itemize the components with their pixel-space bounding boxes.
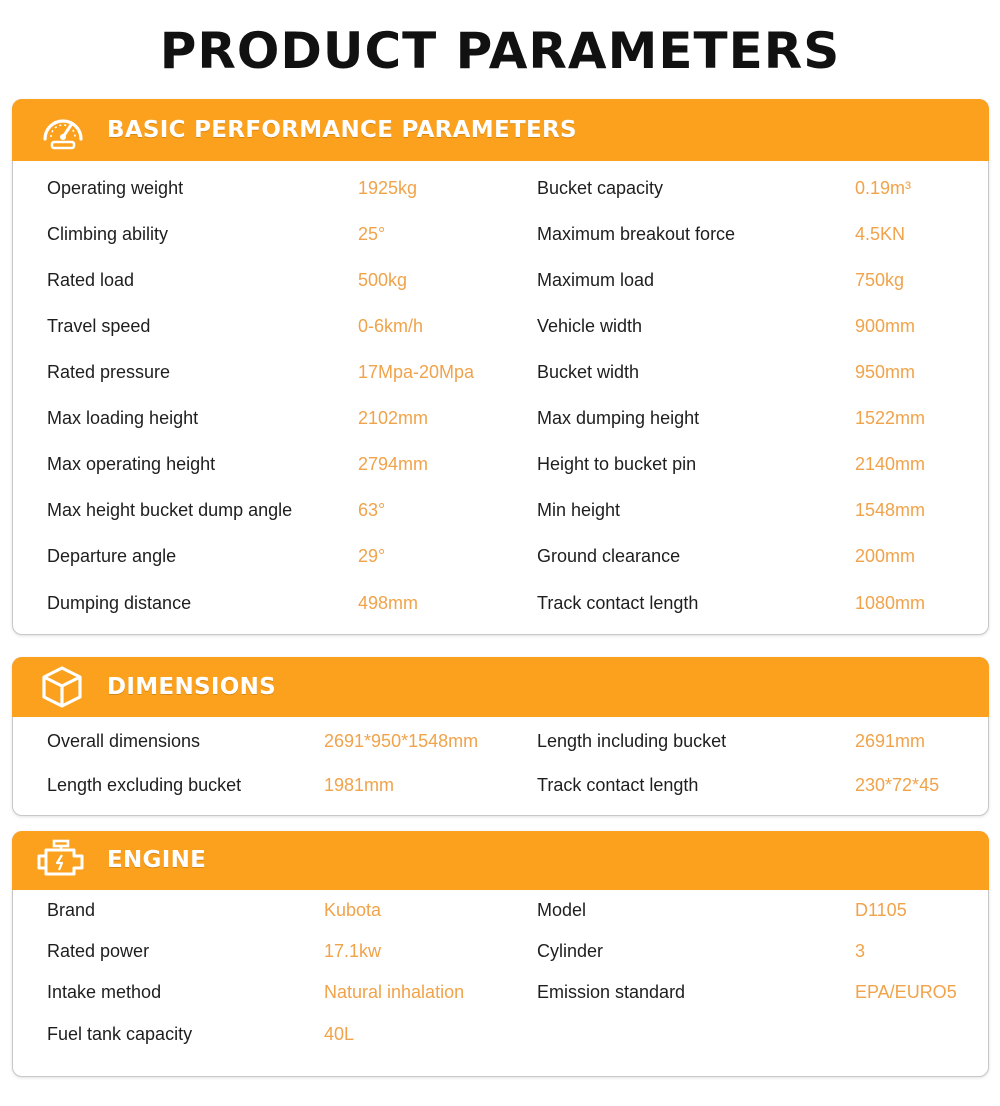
param-value-right: 200mm <box>855 546 916 566</box>
param-value-right: 230*72*45 <box>855 775 940 795</box>
engine-card <box>12 831 989 1077</box>
param-name-right: Ground clearance <box>537 546 681 566</box>
param-value-left: 25° <box>358 224 386 244</box>
param-value-left: Kubota <box>324 900 382 920</box>
param-name-right: Track contact length <box>537 593 699 613</box>
basic-performance-header <box>12 99 989 161</box>
param-name-left: Departure angle <box>47 546 177 566</box>
param-value-left: 17.1kw <box>324 941 382 961</box>
param-name-left: Rated power <box>47 941 150 961</box>
param-value-right: 750kg <box>855 270 905 290</box>
param-name-right: Max dumping height <box>537 408 700 428</box>
param-value-left: Natural inhalation <box>324 982 465 1002</box>
param-value-left: 0-6km/h <box>358 316 424 336</box>
param-name-right: Bucket width <box>537 362 640 382</box>
param-value-left: 2102mm <box>358 408 429 428</box>
param-name-right: Vehicle width <box>537 316 643 336</box>
param-name-left: Brand <box>47 900 96 920</box>
engine-header <box>12 831 989 890</box>
param-name-left: Rated load <box>47 270 135 290</box>
param-name-right: Model <box>537 900 587 920</box>
param-value-left: 29° <box>358 546 386 566</box>
param-value-right: 4.5KN <box>855 224 906 244</box>
param-name-right: Bucket capacity <box>537 178 664 198</box>
param-name-right: Min height <box>537 500 621 520</box>
section-title: ENGINE <box>107 847 207 873</box>
param-name-left: Intake method <box>47 982 162 1002</box>
param-name-right: Cylinder <box>537 941 604 961</box>
param-name-left: Max loading height <box>47 408 199 428</box>
param-value-left: 17Mpa-20Mpa <box>358 362 475 382</box>
param-name-left: Fuel tank capacity <box>47 1024 193 1044</box>
param-value-right: 1548mm <box>855 500 926 520</box>
param-value-left: 498mm <box>358 593 419 613</box>
param-value-left: 500kg <box>358 270 408 290</box>
param-name-left: Max height bucket dump angle <box>47 500 293 520</box>
page-title: PRODUCT PARAMETERS <box>159 22 841 80</box>
param-value-right: 3 <box>855 941 866 961</box>
param-value-left: 1925kg <box>358 178 418 198</box>
param-value-right: 2691mm <box>855 731 926 751</box>
param-name-right: Height to bucket pin <box>537 454 697 474</box>
engine-icon <box>36 838 88 882</box>
param-name-right: Emission standard <box>537 982 686 1002</box>
param-value-left: 40L <box>324 1024 355 1044</box>
param-name-left: Rated pressure <box>47 362 171 382</box>
param-value-right: D1105 <box>855 900 907 920</box>
section-title: BASIC PERFORMANCE PARAMETERS <box>107 117 577 143</box>
param-value-left: 2691*950*1548mm <box>324 731 479 751</box>
param-value-right: 950mm <box>855 362 916 382</box>
dimensions-header <box>12 657 989 717</box>
dimensions-card <box>12 657 989 816</box>
param-name-left: Dumping distance <box>47 593 192 613</box>
basic-performance-card <box>12 99 989 635</box>
param-name-left: Climbing ability <box>47 224 169 244</box>
param-value-left: 1981mm <box>324 775 395 795</box>
param-value-left: 2794mm <box>358 454 429 474</box>
param-value-right: 2140mm <box>855 454 926 474</box>
param-name-right: Length including bucket <box>537 731 727 751</box>
param-value-left: 63° <box>358 500 386 520</box>
param-value-right: 1522mm <box>855 408 926 428</box>
speedometer-icon <box>40 109 86 151</box>
param-name-left: Operating weight <box>47 178 184 198</box>
param-name-right: Track contact length <box>537 775 699 795</box>
param-name-left: Length excluding bucket <box>47 775 242 795</box>
cube-icon <box>40 665 84 709</box>
section-title: DIMENSIONS <box>107 674 276 700</box>
param-value-right: 1080mm <box>855 593 926 613</box>
param-name-right: Maximum load <box>537 270 655 290</box>
param-value-right: 900mm <box>855 316 916 336</box>
param-value-right: 0.19m³ <box>855 178 912 198</box>
param-name-right: Maximum breakout force <box>537 224 736 244</box>
param-name-left: Overall dimensions <box>47 731 201 751</box>
param-name-left: Max operating height <box>47 454 216 474</box>
param-value-right: EPA/EURO5 <box>855 982 957 1002</box>
param-name-left: Travel speed <box>47 316 151 336</box>
